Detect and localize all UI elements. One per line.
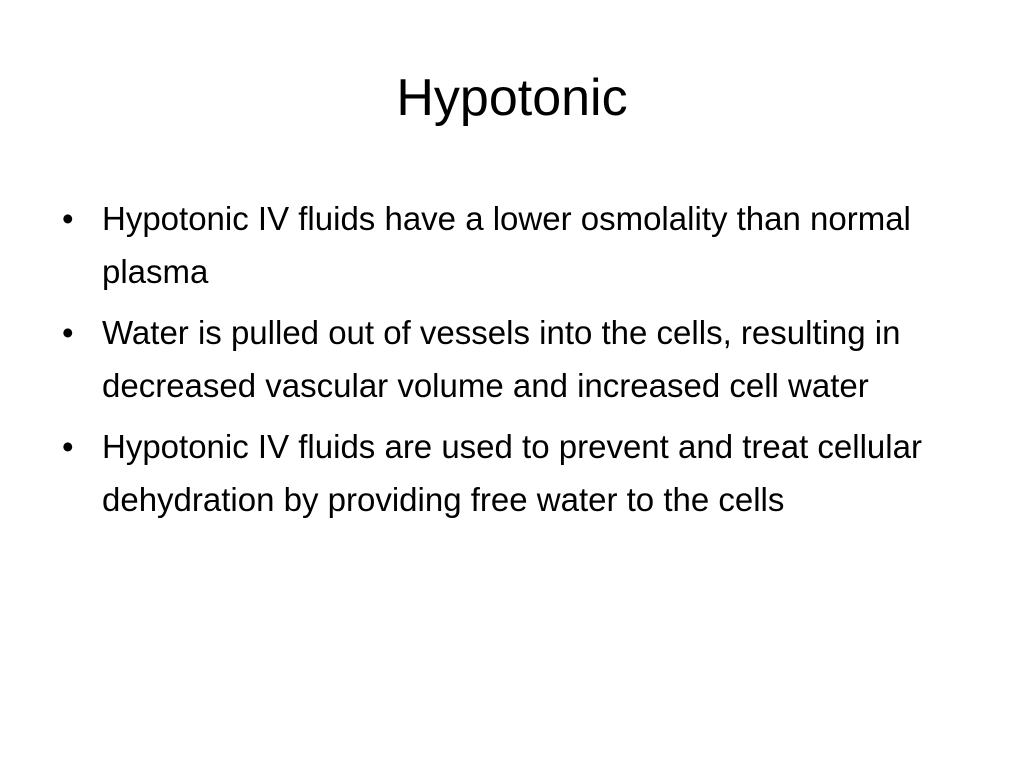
slide-title: Hypotonic <box>396 69 628 127</box>
bullet-item <box>62 192 942 298</box>
bullet-text: Hypotonic IV fluids are used to prevent and treat cellular dehydration by providing free water to the cells <box>102 428 922 518</box>
bullet-text: Water is pulled out of vessels into the cells, resulting in decreased vascular volume and increased cell water <box>102 314 901 404</box>
bullet-item <box>62 306 942 412</box>
bullet-icon: • <box>62 428 74 465</box>
bullet-item <box>62 420 942 526</box>
bullet-icon: • <box>62 200 74 237</box>
bullet-text: Hypotonic IV fluids have a lower osmolality than normal plasma <box>102 200 911 290</box>
bullet-icon: • <box>62 314 74 351</box>
bullet-list <box>62 192 942 534</box>
